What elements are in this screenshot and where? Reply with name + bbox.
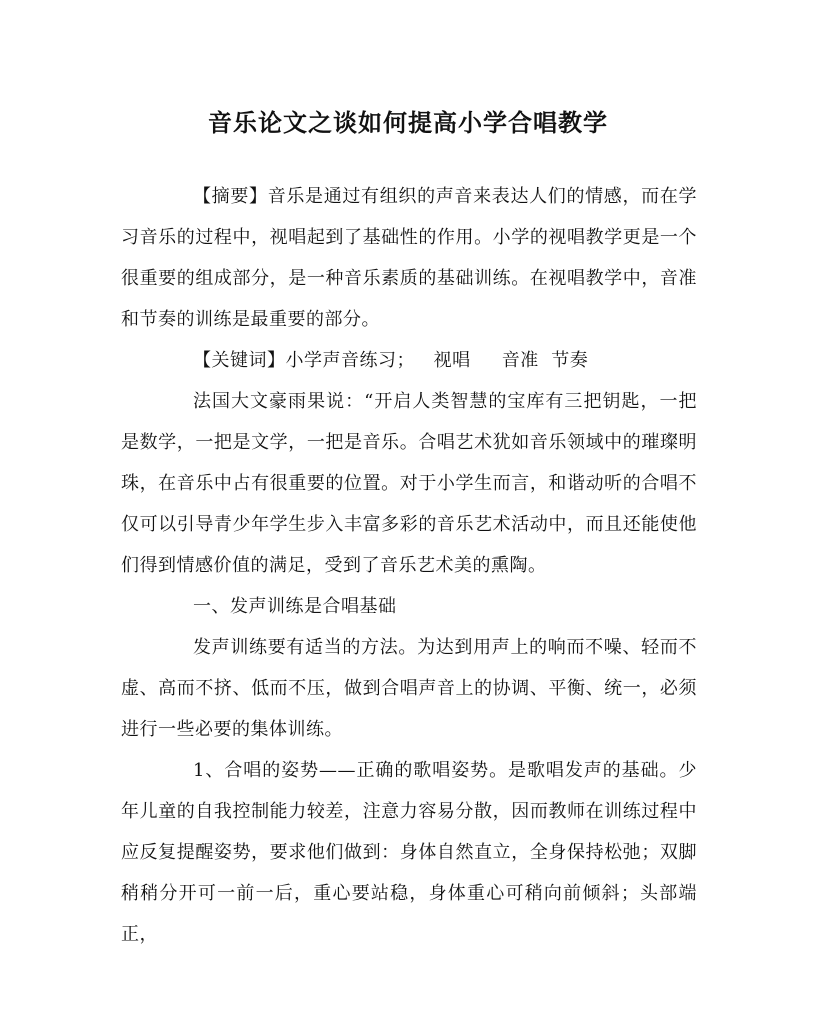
posture-paragraph: 1、合唱的姿势——正确的歌唱姿势。是歌唱发声的基础。少年儿童的自我控制能力较差，注意力容易分散，因而教师在训练过程中应反复提醒姿势，要求他们做到：身体自然直立，全身保持松弛；双脚稍稍分开可一前一后，重心要站稳，身体重心可稍向前倾斜；头部端正，: [121, 760, 697, 945]
vocal-training-paragraph: 发声训练要有适当的方法。为达到用声上的响而不噪、轻而不虚、高而不挤、低而不压，做到合唱声音上的协调、平衡、统一，必须进行一些必要的集体训练。: [121, 637, 697, 740]
keywords-paragraph: 【关键词】小学声音练习； 视唱 音准 节奏: [193, 350, 589, 371]
intro-paragraph: 法国大文豪雨果说：“开启人类智慧的宝库有三把钥匙，一把是数学，一把是文学，一把是音乐。合唱艺术犹如音乐领域中的璀璨明珠，在音乐中占有很重要的位置。对于小学生而言，和谐动听的合唱不仅可以引导青少年学生步入丰富多彩的音乐艺术活动中，而且还能使他们得到情感价值的满足，受到了音乐艺术美的熏陶。: [121, 391, 697, 576]
document-body: [121, 176, 697, 955]
abstract-paragraph: 【摘要】音乐是通过有组织的声音来表达人们的情感，而在学习音乐的过程中，视唱起到了基础性的作用。小学的视唱教学更是一个很重要的组成部分，是一种音乐素质的基础训练。在视唱教学中，音准和节奏的训练是最重要的部分。: [121, 186, 697, 330]
section-heading: 一、发声训练是合唱基础: [193, 596, 397, 617]
document-title: 音乐论文之谈如何提高小学合唱教学: [208, 108, 608, 137]
